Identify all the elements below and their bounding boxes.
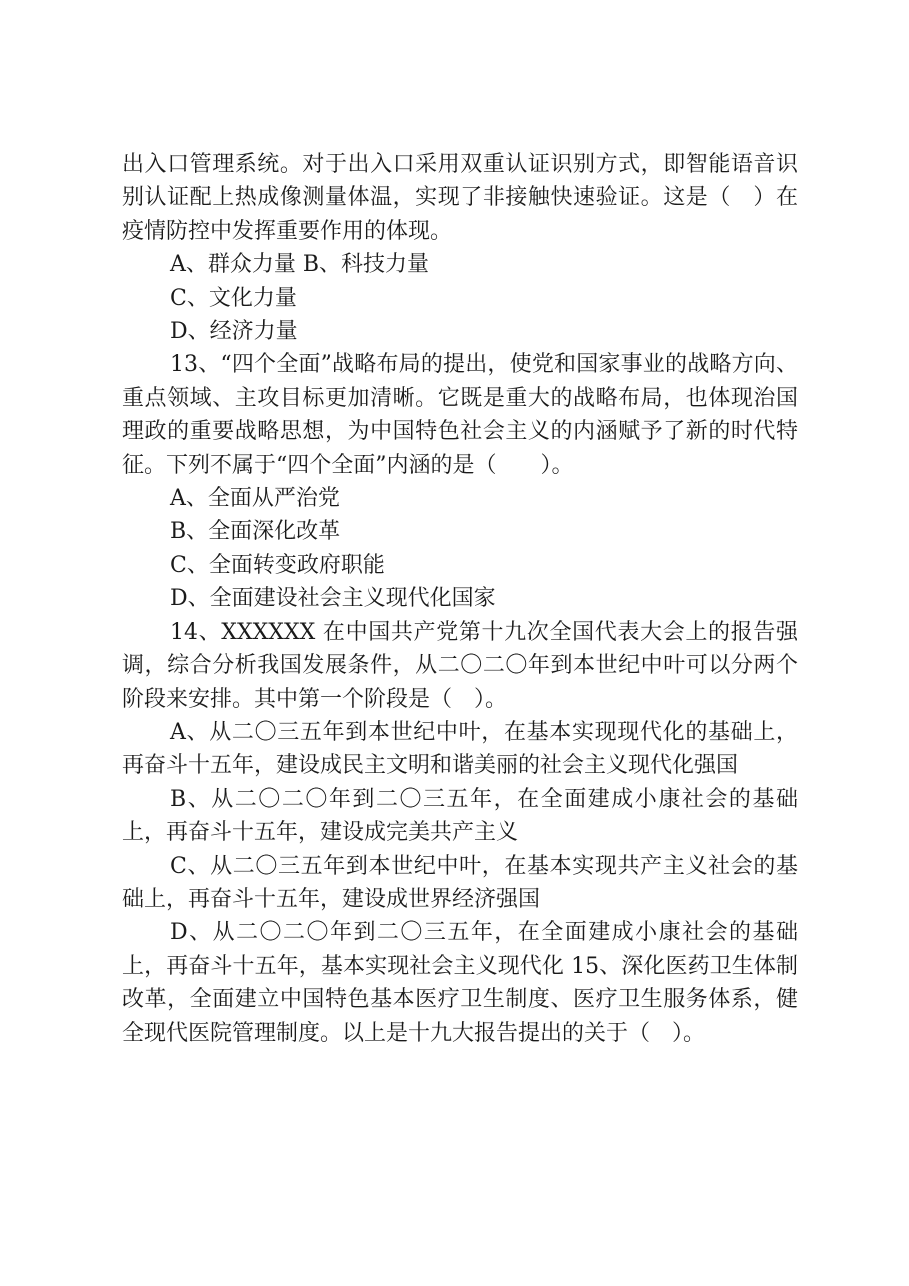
option-c: C、文化力量 <box>170 285 297 311</box>
option-b: B、全面深化改革 <box>170 519 341 545</box>
option-d: D、全面建设社会主义现代化国家 <box>170 586 496 612</box>
option-b: B、从二〇二〇年到二〇三五年，在全面建成小康社会的基础上，再奋斗十五年，建设成完美共产主义 <box>122 786 798 846</box>
option-c: C、从二〇三五年到本世纪中叶，在基本实现共产主义社会的基础上，再奋斗十五年，建设成世界经济强国 <box>122 853 798 912</box>
option-d: D、经济力量 <box>170 319 298 345</box>
option-a: A、全面从严治党 <box>170 486 340 512</box>
question-14: 14、XXXXXX 在中国共产党第十九次全国代表大会上的报告强调，综合分析我国发展条件，从二〇二〇年到本世纪中叶可以分两个阶段来安排。其中第一个阶段是（ ）。 <box>122 619 798 712</box>
option-c: C、全面转变政府职能 <box>170 552 385 578</box>
question-12-continuation: 出入口管理系统。对于出入口采用双重认证识别方式，即智能语音识别认证配上热成像测量体温，实现了非接触快速验证。这是（ ）在疫情防控中发挥重要作用的体现。 <box>122 152 798 244</box>
option-d-and-question-15: D、从二〇二〇年到二〇三五年，在全面建成小康社会的基础上，再奋斗十五年，基本实现社会主义现代化 15、深化医药卫生体制改革，全面建立中国特色基本医疗卫生制度、医疗卫生服务体系，健全现代医院管理制度。以上是十九大报告提出的关于（ ）。 <box>122 920 798 1046</box>
option-ab: A、群众力量 B、科技力量 <box>170 252 430 278</box>
option-a: A、从二〇三五年到本世纪中叶，在基本实现现代化的基础上，再奋斗十五年，建设成民主文明和谐美丽的社会主义现代化强国 <box>122 719 798 779</box>
document-body <box>122 148 798 1050</box>
question-13: 13、“四个全面”战略布局的提出，使党和国家事业的战略方向、重点领域、主攻目标更加清晰。它既是重大的战略布局，也体现治国理政的重要战略思想，为中国特色社会主义的内涵赋予了新的时代特征。下列不属于“四个全面”内涵的是（ ）。 <box>122 352 798 478</box>
